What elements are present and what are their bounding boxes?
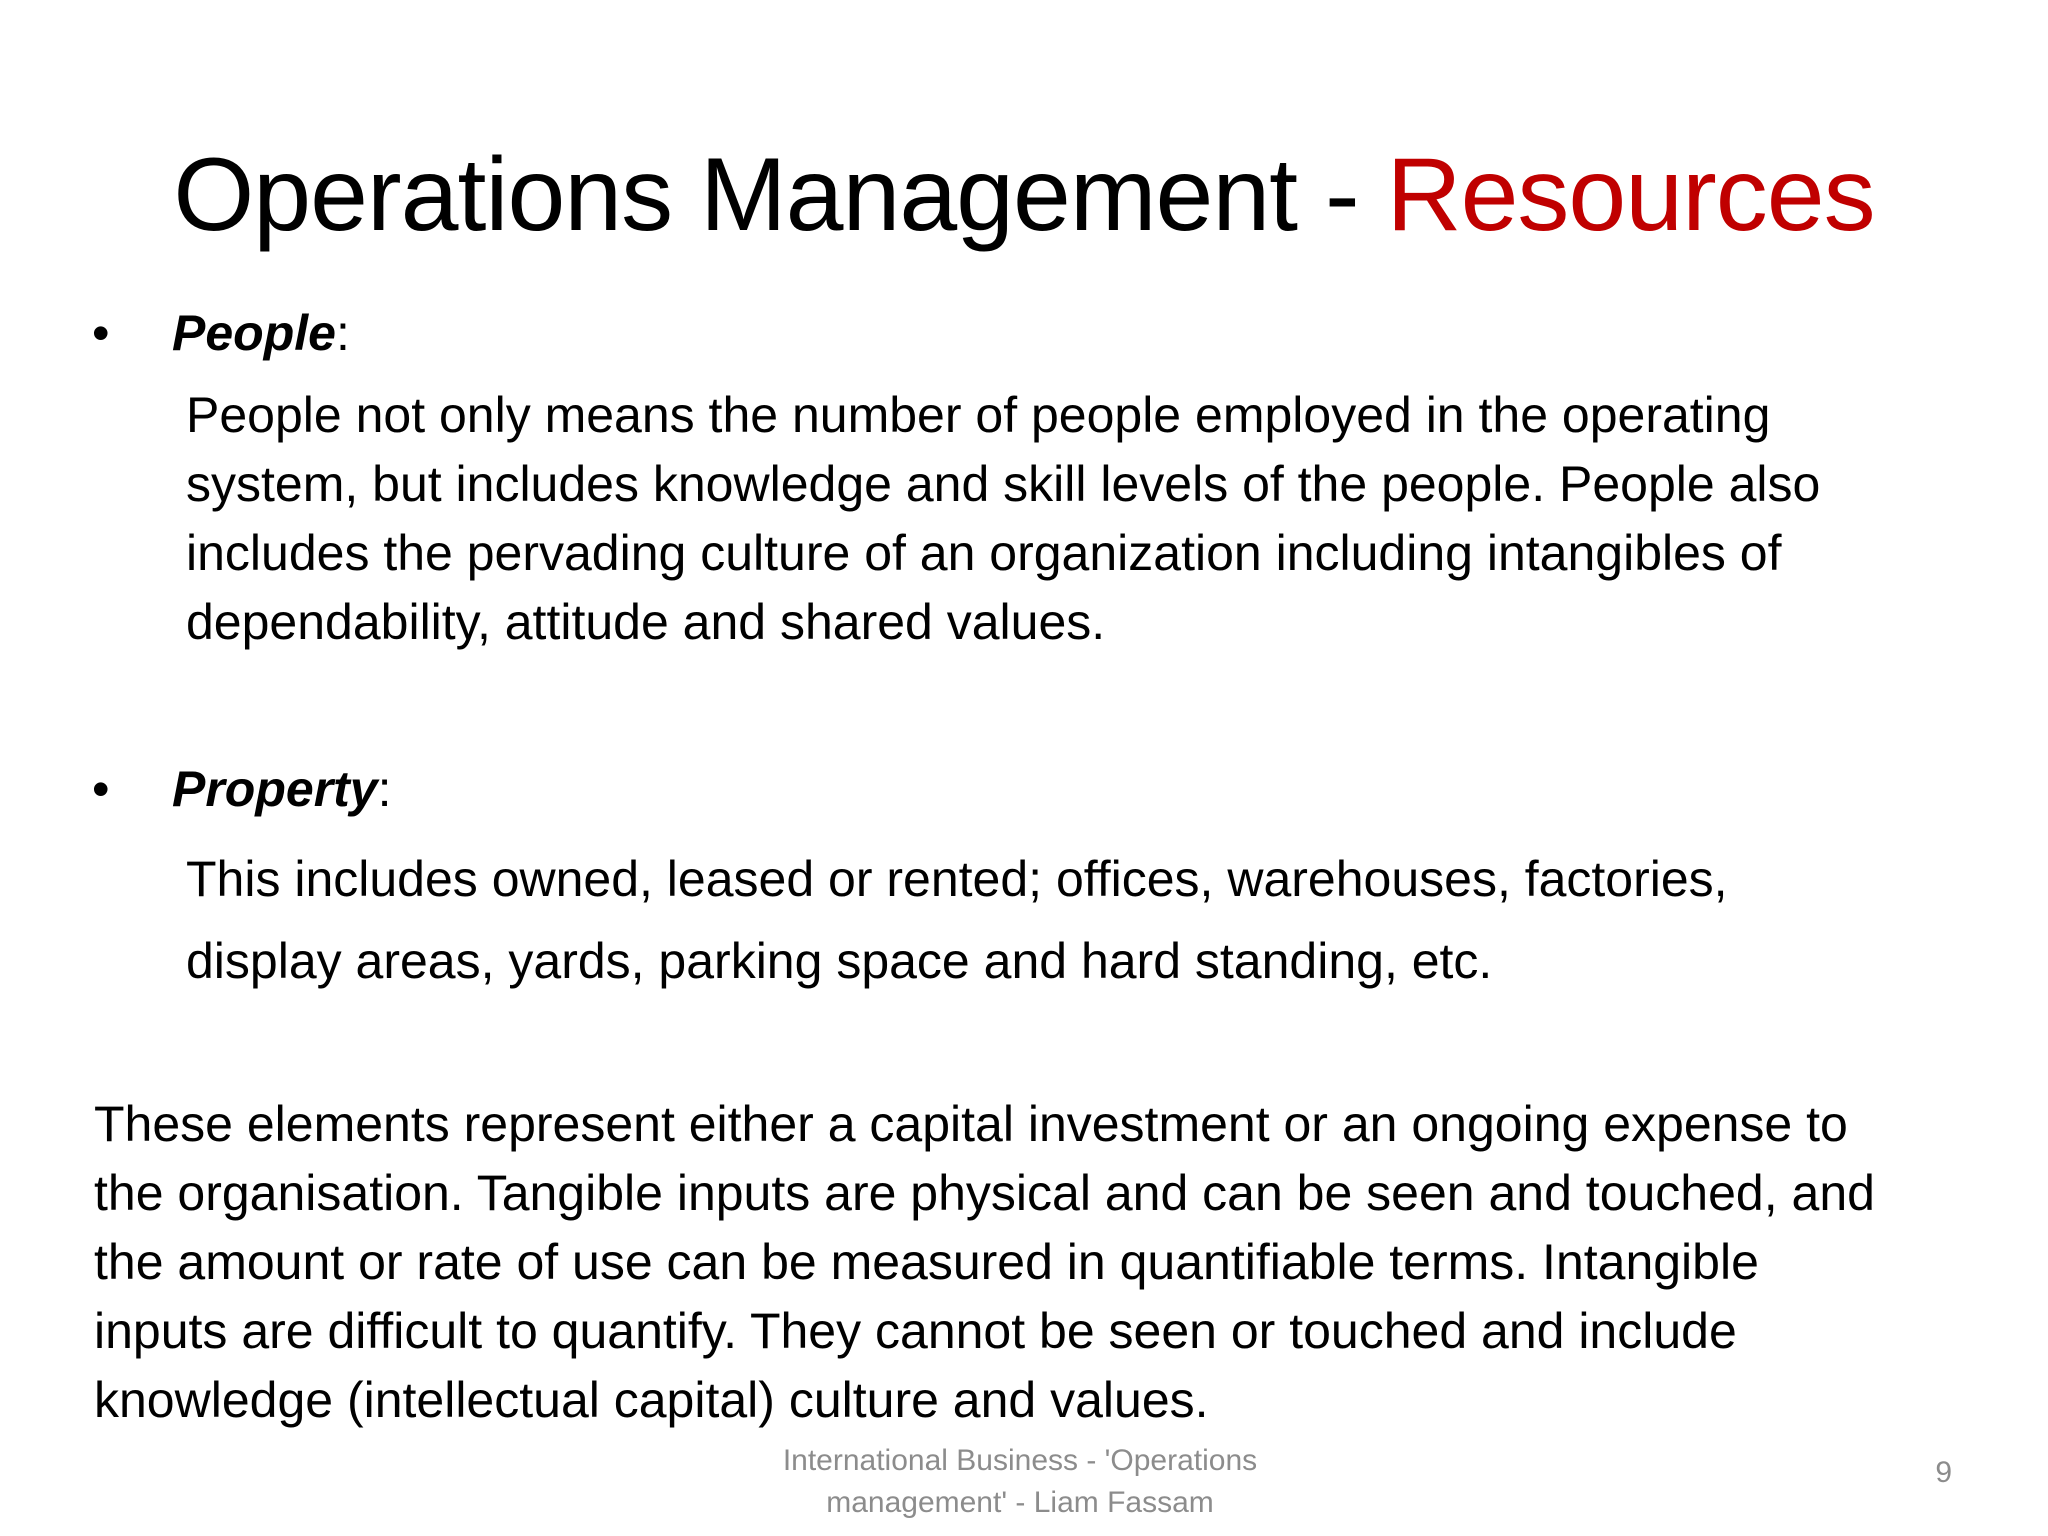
text-line: inputs are difficult to quantify. They cannot be seen or touched and include (94, 1303, 1737, 1359)
slide-footer (720, 1440, 1320, 1524)
text-line: People not only means the number of people employed in the operating (186, 387, 1771, 443)
bullet-term-people: People (172, 305, 336, 361)
title-accent: Resources (1386, 137, 1875, 253)
bullet-marker: • (92, 305, 110, 361)
summary-paragraph (94, 1090, 2024, 1435)
bullet-property-body (186, 838, 2016, 1002)
footer-line: International Business - 'Operations (782, 1444, 1258, 1477)
text-line: dependability, attitude and shared values. (186, 594, 1106, 650)
bullet-marker: • (92, 761, 110, 817)
text-line: knowledge (intellectual capital) culture and values. (94, 1372, 1209, 1428)
page-number: 9 (1935, 1456, 1952, 1489)
text-line: the organisation. Tangible inputs are physical and can be seen and touched, and (94, 1165, 1875, 1221)
bullet-people-body (186, 381, 2016, 657)
footer-line: management' - Liam Fassam (826, 1486, 1214, 1519)
bullet-term-colon: : (377, 761, 392, 817)
title-main: Operations Management - (173, 137, 1387, 253)
text-line: includes the pervading culture of an organization including intangibles of (186, 525, 1782, 581)
text-line: This includes owned, leased or rented; offices, warehouses, factories, (186, 851, 1728, 907)
bullet-term-colon: : (335, 305, 350, 361)
slide-title (0, 130, 2048, 260)
bullet-property-heading (92, 756, 392, 822)
text-line: the amount or rate of use can be measured in quantifiable terms. Intangible (94, 1234, 1759, 1290)
bullet-people-heading (92, 300, 350, 366)
bullet-term-property: Property (172, 761, 378, 817)
text-line: These elements represent either a capital investment or an ongoing expense to (94, 1096, 1848, 1152)
text-line: display areas, yards, parking space and hard standing, etc. (186, 933, 1493, 989)
text-line: system, but includes knowledge and skill levels of the people. People also (186, 456, 1821, 512)
